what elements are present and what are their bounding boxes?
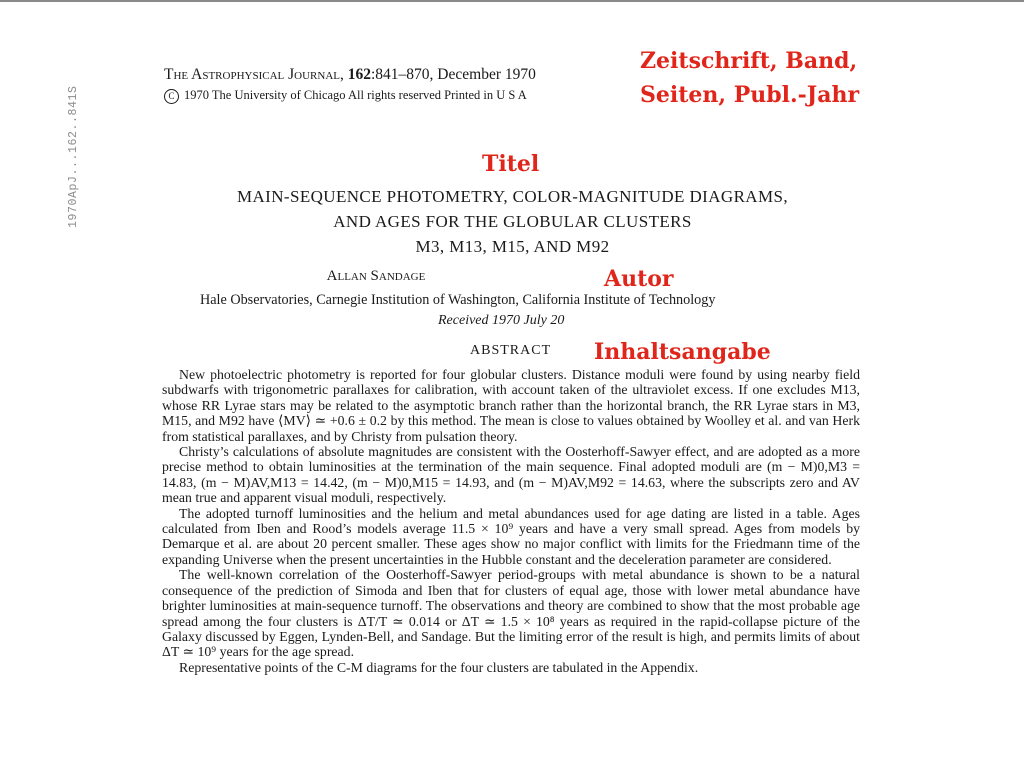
copyright-line <box>164 88 527 104</box>
author-name: Allan Sandage <box>326 268 426 284</box>
copyright-text: 1970 The University of Chicago All rights reserved Printed in U S A <box>184 88 527 102</box>
abstract-paragraph: The well-known correlation of the Oosterhoff-Sawyer period-groups with metal abundance is shown to be a natural consequence of the prediction of Simoda and Iben that for clusters of equal age, those with lower metal abundance have brighter luminosities at main-sequence turnoff. The observations and theory are combined to show that the most probable age spread among the four clusters is ΔT/T ≃ 0.014 or ΔT ≃ 1.5 × 10⁸ years as required in the rapid-collapse picture of the Galaxy discussed by Eggen, Lynden-Bell, and Sandage. But the limiting error of the result is high, and permits limits of about ΔT ≃ 10⁹ years for the age spread. <box>162 567 860 660</box>
abstract-paragraph: Christy’s calculations of absolute magnitudes are consistent with the Oosterhoff-Sawyer effect, and are adopted as a more precise method to obtain luminosities at the termination of the main sequence. Final adopted moduli are (m − M)0,M3 = 14.83, (m − M)AV,M13 = 14.42, (m − M)0,M15 = 14.93, and (m − M)AV,M92 = 14.63, where the subscripts zero and AV mean true and apparent visual moduli, respectively. <box>162 444 860 506</box>
journal-volume: 162 <box>347 66 371 83</box>
journal-pages-date: :841–870, December 1970 <box>371 66 536 83</box>
title-line-3: M3, M13, M15, AND M92 <box>415 237 610 256</box>
author-line <box>0 268 1024 285</box>
journal-name: The Astrophysical Journal <box>164 66 340 83</box>
bibcode-margin: 1970ApJ...162..841S <box>67 85 80 228</box>
top-border <box>0 0 1024 2</box>
received-date: Received 1970 July 20 <box>438 313 565 328</box>
annotation-journal <box>640 44 859 112</box>
abstract-body <box>162 367 860 675</box>
annotation-author: Autor <box>604 266 674 292</box>
annotation-journal-line1: Zeitschrift, Band, <box>640 48 858 74</box>
title-line-1: MAIN-SEQUENCE PHOTOMETRY, COLOR-MAGNITUDE DIAGRAMS, <box>236 187 789 206</box>
abstract-paragraph: The adopted turnoff luminosities and the helium and metal abundances used for age dating are listed in a table. Ages calculated from Iben and Rood’s models average 11.5 × 10⁹ years and have a very small spread. Ages from models by Demarque et al. are about 20 percent smaller. These ages show no major conflict with limits for the Friedmann time of the expanding Universe when the present uncertainties in the Hubble constant and the deceleration parameter are considered. <box>162 505 860 567</box>
annotation-title: Titel <box>482 151 540 177</box>
abstract-paragraph: New photoelectric photometry is reported for four globular clusters. Distance moduli were found by using nearby field subdwarfs with trigonometric parallaxes for calibration, with account taken of the ultraviolet excess. If one excludes M13, whose RR Lyrae stars may be related to the asymptotic branch rather than the horizontal branch, the RR Lyrae stars in M3, M15, and M92 have ⟨MV⟩ ≃ +0.6 ± 0.2 by this method. The mean is close to values obtained by Woolley et al. and van Herk from statistical parallaxes, and by Christy from pulsation theory. <box>162 367 860 444</box>
copyright-icon: C <box>164 89 179 104</box>
annotation-abstract: Inhaltsangabe <box>594 339 771 365</box>
paper-title <box>150 184 875 259</box>
affiliation: Hale Observatories, Carnegie Institution of Washington, California Institute of Technology <box>200 292 716 308</box>
title-line-2: AND AGES FOR THE GLOBULAR CLUSTERS <box>333 212 692 231</box>
abstract-heading: ABSTRACT <box>470 343 552 358</box>
abstract-paragraph: Representative points of the C-M diagrams for the four clusters are tabulated in the Appendix. <box>179 659 699 675</box>
journal-citation: The Astrophysical Journal, 162:841–870, December 1970 <box>164 66 536 83</box>
annotation-journal-line2: Seiten, Publ.-Jahr <box>640 82 860 108</box>
